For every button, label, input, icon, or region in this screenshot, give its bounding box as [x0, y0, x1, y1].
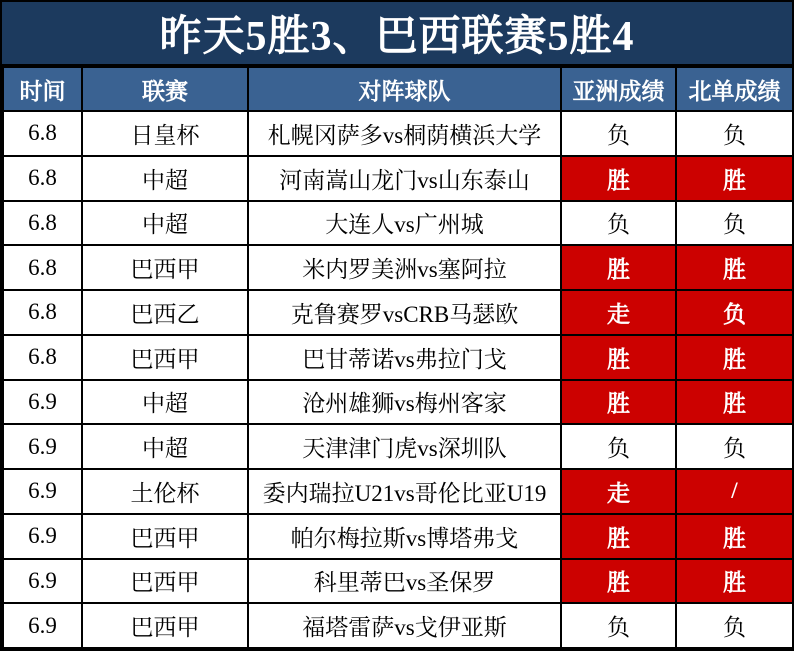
league-cell: 中超	[82, 424, 248, 469]
beidan-result-cell: 胜	[676, 335, 793, 380]
match-cell: 札幌冈萨多vs桐荫横浜大学	[248, 111, 561, 156]
match-cell: 巴甘蒂诺vs弗拉门戈	[248, 335, 561, 380]
league-cell: 中超	[82, 201, 248, 246]
asia-result-cell: 负	[561, 603, 676, 648]
date-cell: 6.8	[3, 290, 82, 335]
league-cell: 巴西甲	[82, 335, 248, 380]
asia-result-cell: 胜	[561, 514, 676, 559]
col-header-time: 时间	[3, 67, 82, 111]
table-row	[3, 514, 793, 559]
asia-result-cell: 负	[561, 201, 676, 246]
date-cell: 6.8	[3, 111, 82, 156]
col-header-league: 联赛	[82, 67, 248, 111]
asia-result-cell: 胜	[561, 245, 676, 290]
match-cell: 福塔雷萨vs戈伊亚斯	[248, 603, 561, 648]
beidan-result-cell: 负	[676, 201, 793, 246]
match-cell: 科里蒂巴vs圣保罗	[248, 559, 561, 604]
match-cell: 河南嵩山龙门vs山东泰山	[248, 156, 561, 201]
beidan-result-cell: 负	[676, 111, 793, 156]
header-row	[3, 67, 793, 111]
league-cell: 土伦杯	[82, 469, 248, 514]
date-cell: 6.8	[3, 335, 82, 380]
date-cell: 6.8	[3, 156, 82, 201]
table-row	[3, 201, 793, 246]
beidan-result-cell: 胜	[676, 245, 793, 290]
page-title: 昨天5胜3、巴西联赛5胜4	[2, 2, 792, 66]
date-cell: 6.9	[3, 514, 82, 559]
col-header-asia: 亚洲成绩	[561, 67, 676, 111]
asia-result-cell: 走	[561, 290, 676, 335]
date-cell: 6.9	[3, 559, 82, 604]
league-cell: 日皇杯	[82, 111, 248, 156]
beidan-result-cell: 负	[676, 603, 793, 648]
table-row	[3, 156, 793, 201]
asia-result-cell: 负	[561, 424, 676, 469]
beidan-result-cell: 胜	[676, 380, 793, 425]
asia-result-cell: 负	[561, 111, 676, 156]
asia-result-cell: 胜	[561, 335, 676, 380]
asia-result-cell: 走	[561, 469, 676, 514]
table-row	[3, 424, 793, 469]
table-row	[3, 245, 793, 290]
league-cell: 巴西甲	[82, 514, 248, 559]
date-cell: 6.9	[3, 603, 82, 648]
table-row	[3, 290, 793, 335]
beidan-result-cell: 胜	[676, 514, 793, 559]
beidan-result-cell: 胜	[676, 156, 793, 201]
table-row	[3, 111, 793, 156]
match-cell: 沧州雄狮vs梅州客家	[248, 380, 561, 425]
match-cell: 大连人vs广州城	[248, 201, 561, 246]
date-cell: 6.9	[3, 380, 82, 425]
match-cell: 帕尔梅拉斯vs博塔弗戈	[248, 514, 561, 559]
league-cell: 中超	[82, 156, 248, 201]
league-cell: 巴西甲	[82, 245, 248, 290]
beidan-result-cell: 负	[676, 424, 793, 469]
date-cell: 6.9	[3, 469, 82, 514]
date-cell: 6.8	[3, 245, 82, 290]
match-cell: 米内罗美洲vs塞阿拉	[248, 245, 561, 290]
table-row	[3, 469, 793, 514]
date-cell: 6.9	[3, 424, 82, 469]
table-row	[3, 380, 793, 425]
table-row	[3, 335, 793, 380]
beidan-result-cell: /	[676, 469, 793, 514]
league-cell: 巴西甲	[82, 603, 248, 648]
match-cell: 克鲁赛罗vsCRB马瑟欧	[248, 290, 561, 335]
table-row	[3, 559, 793, 604]
league-cell: 中超	[82, 380, 248, 425]
col-header-match: 对阵球队	[248, 67, 561, 111]
asia-result-cell: 胜	[561, 380, 676, 425]
asia-result-cell: 胜	[561, 559, 676, 604]
results-table	[2, 66, 794, 649]
league-cell: 巴西乙	[82, 290, 248, 335]
col-header-beidan: 北单成绩	[676, 67, 793, 111]
table-row	[3, 603, 793, 648]
match-cell: 天津津门虎vs深圳队	[248, 424, 561, 469]
asia-result-cell: 胜	[561, 156, 676, 201]
beidan-result-cell: 负	[676, 290, 793, 335]
match-cell: 委内瑞拉U21vs哥伦比亚U19	[248, 469, 561, 514]
beidan-result-cell: 胜	[676, 559, 793, 604]
date-cell: 6.8	[3, 201, 82, 246]
league-cell: 巴西甲	[82, 559, 248, 604]
